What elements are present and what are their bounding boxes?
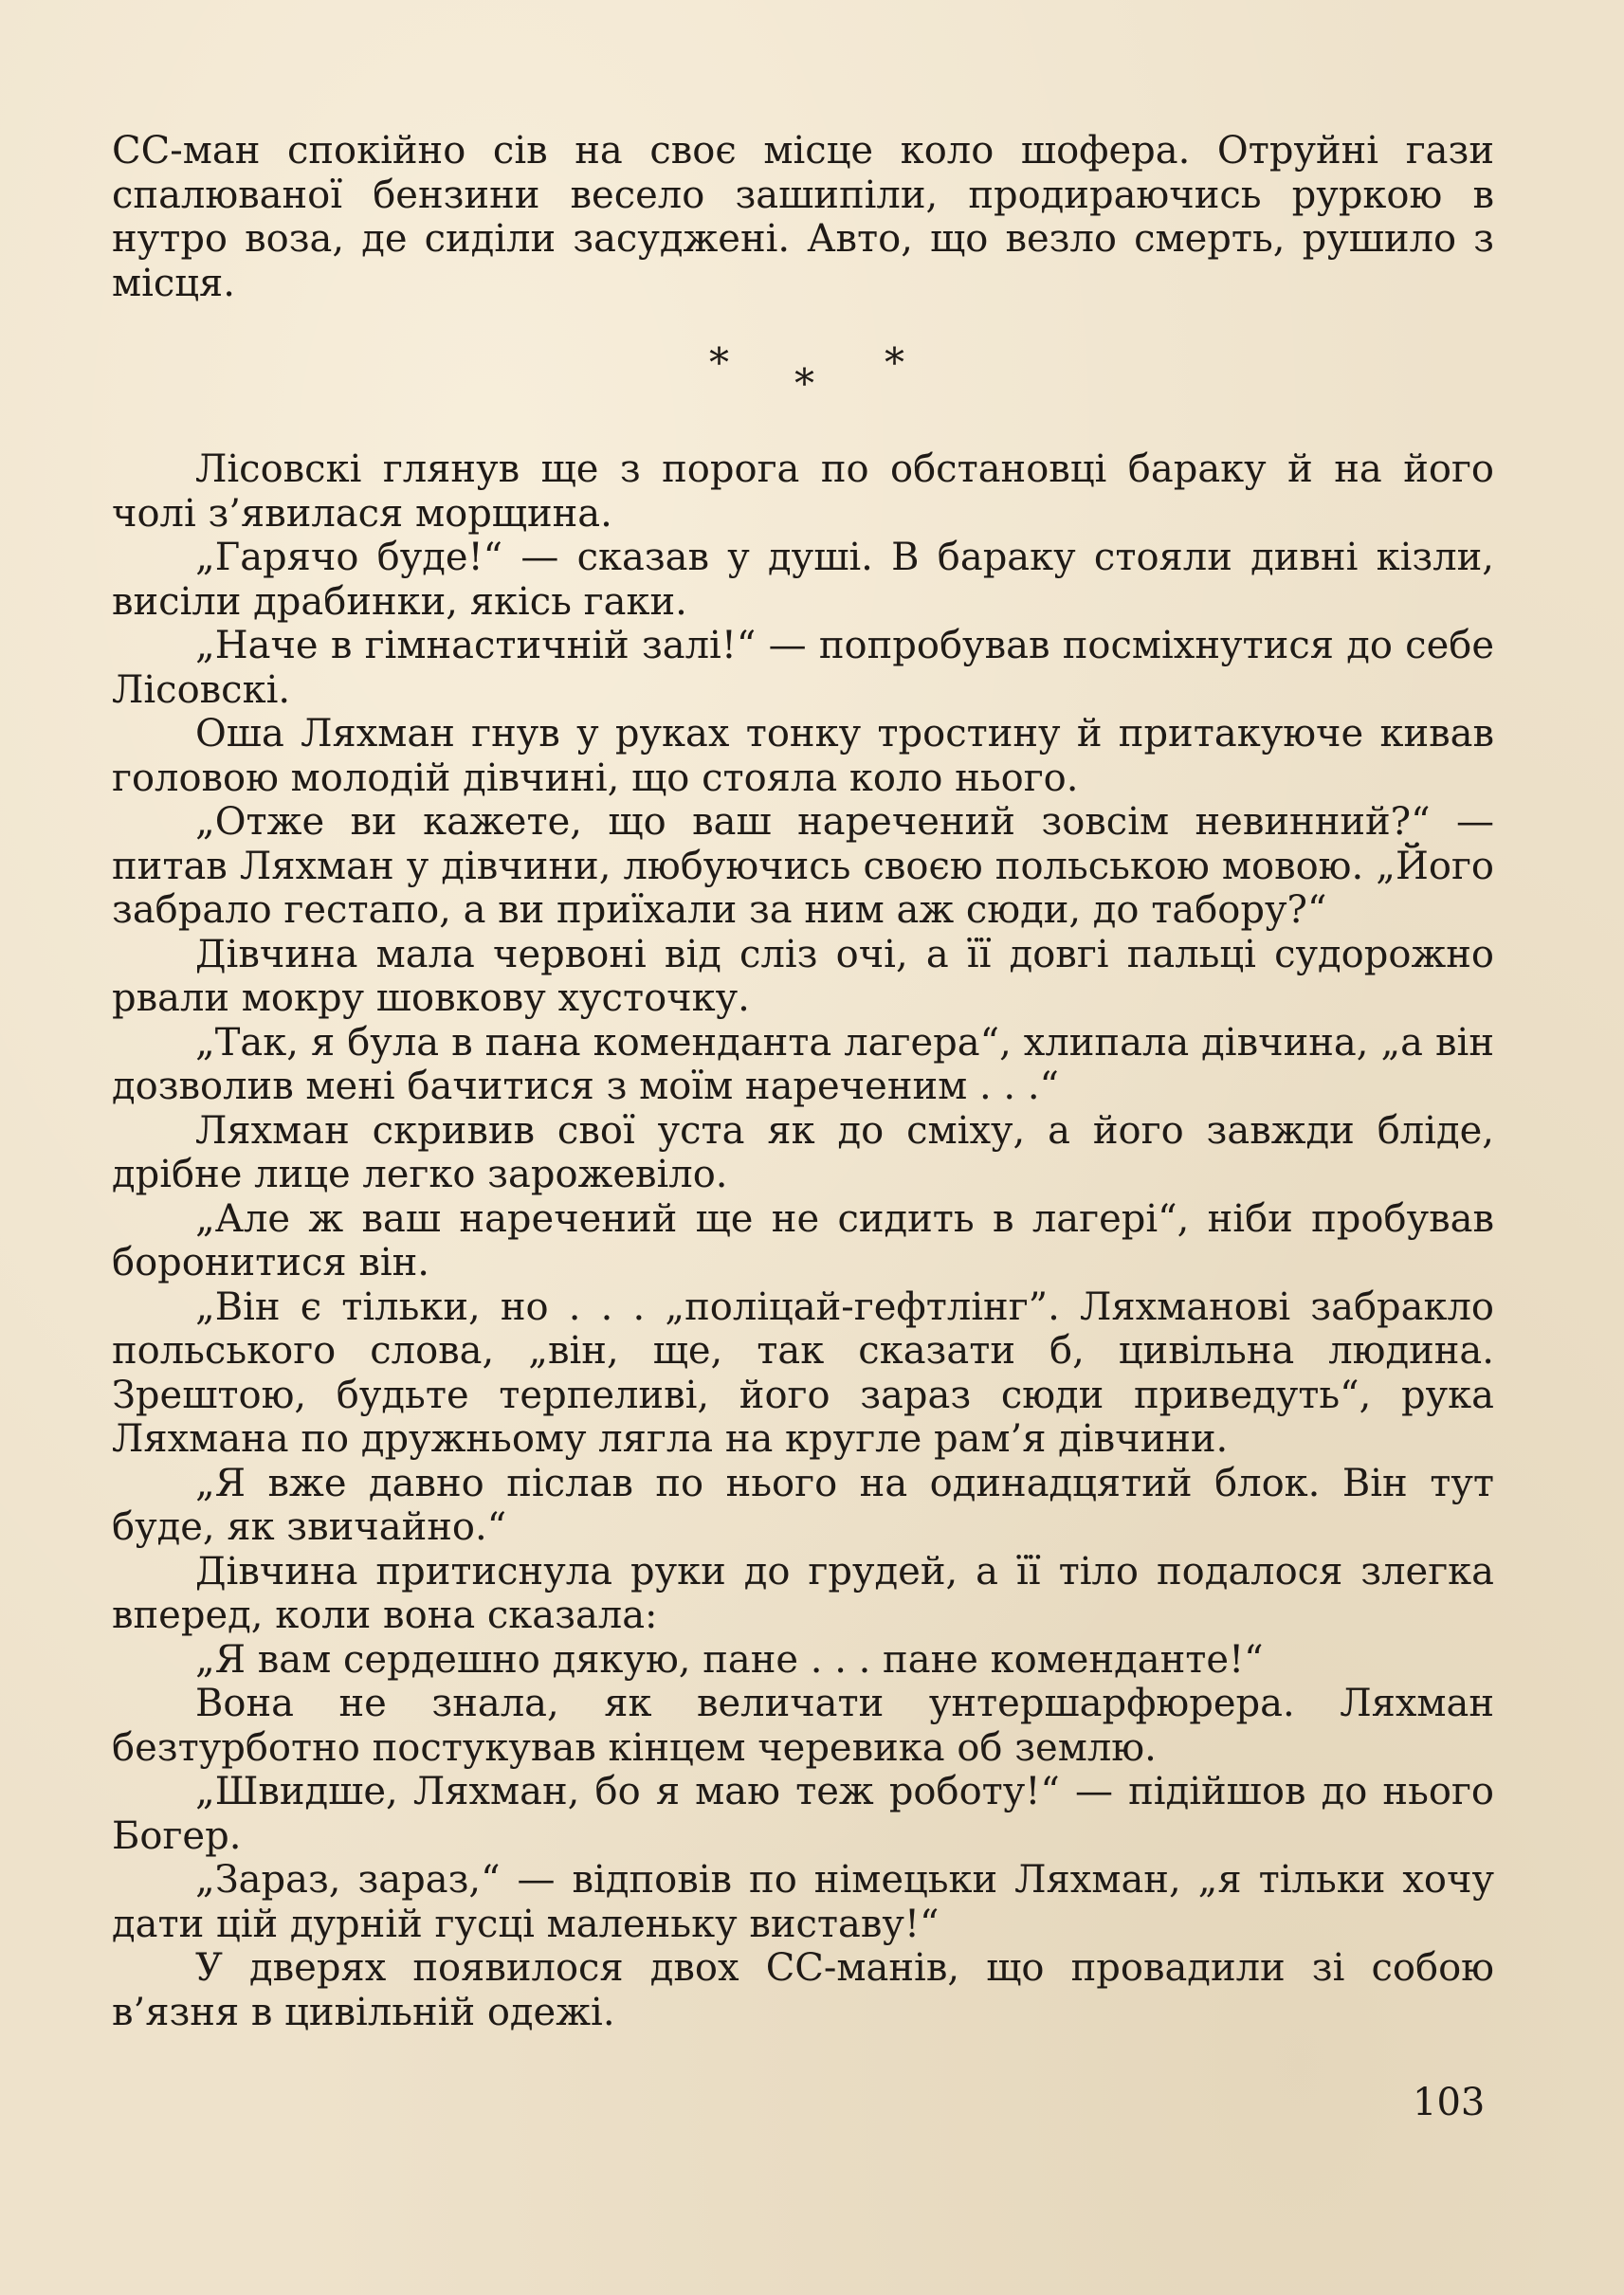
paragraph: „Гарячо буде!“ — сказав у душі. В бараку стояли дивні кізли, висіли драбинки, якісь гаки. xyxy=(112,536,1494,624)
paragraph: Дівчина притиснула руки до грудей, а її тіло подалося злегка вперед, коли вона сказала: xyxy=(112,1549,1494,1637)
divider-star: * xyxy=(885,339,904,386)
paragraph: „Отже ви кажете, що ваш наречений зовсім невинний?“ — питав Ляхман у дівчини, любуючись своєю польською мовою. „Його забрало гестапо, а ви приїхали за ним аж сюди, до табору?“ xyxy=(112,800,1494,932)
paragraph: Вона не знала, як величати унтершарфюрера. Ляхман безтурботно постукував кінцем черевика об землю. xyxy=(112,1682,1494,1770)
paragraph: „Я вже давно післав по нього на одинадцятий блок. Він тут буде, як звичайно.“ xyxy=(112,1461,1494,1549)
page-number: 103 xyxy=(1413,2081,1486,2124)
page-text xyxy=(112,129,1494,2034)
section-divider xyxy=(112,305,1494,447)
paragraph: Оша Ляхман гнув у руках тонку тростину й притакуюче кивав головою молодій дівчині, що стояла коло нього. xyxy=(112,712,1494,800)
paragraph: „Я вам сердешно дякую, пане . . . пане коменданте!“ xyxy=(195,1637,1264,1682)
paragraph: Ляхман скривив свої уста як до сміху, а його завжди бліде, дрібне лице легко зарожевіло. xyxy=(112,1108,1494,1196)
paragraph: „Наче в гімнастичній залі!“ — попробував посміхнутися до себе Лісовскі. xyxy=(112,624,1494,712)
paragraph: Дівчина мала червоні від сліз очі, а її довгі пальці судорожно рвали мокру шовкову хусточку. xyxy=(112,932,1494,1020)
paragraph: „Швидше, Ляхман, бо я маю теж роботу!“ — підійшов до нього Богер. xyxy=(112,1770,1494,1858)
paragraph: „Але ж ваш наречений ще не сидить в лагері“, ніби пробував боронитися він. xyxy=(112,1196,1494,1284)
paragraph: „Зараз, зараз,“ — відповів по німецьки Ляхман, „я тільки хочу дати цій дурній гусці маленьку виставу!“ xyxy=(112,1858,1494,1946)
paragraph: „Він є тільки, но . . . „поліцай-гефтлінг”. Ляхманові забракло польського слова, „він, ще, так сказати б, цивільна людина. Зрештою, будьте терпеливі, його зараз сюди приведуть“, рука Ляхмана по дружньому лягла на кругле рам’я дівчини. xyxy=(112,1284,1494,1461)
paragraph: Лісовскі глянув ще з порога по обстановці бараку й на його чолі з’явилася морщина. xyxy=(112,447,1494,536)
paragraph: „Так, я була в пана коменданта лагера“, хлипала дівчина, „а він дозволив мені бачитися з моїм нареченим . . .“ xyxy=(112,1020,1494,1108)
opening-paragraph: СС-ман спокійно сів на своє місце коло шофера. Отруйні гази спалюваної бензини весело зашипіли, продираючись руркою в нутро воза, де сиділи засуджені. Авто, що везло смерть, рушило з місця. xyxy=(112,129,1494,305)
divider-star: * xyxy=(709,339,729,386)
divider-star: * xyxy=(794,360,814,407)
paragraph: У дверях появилося двох СС-манів, що провадили зі собою в’язня в цивільній одежі. xyxy=(112,1946,1494,2034)
